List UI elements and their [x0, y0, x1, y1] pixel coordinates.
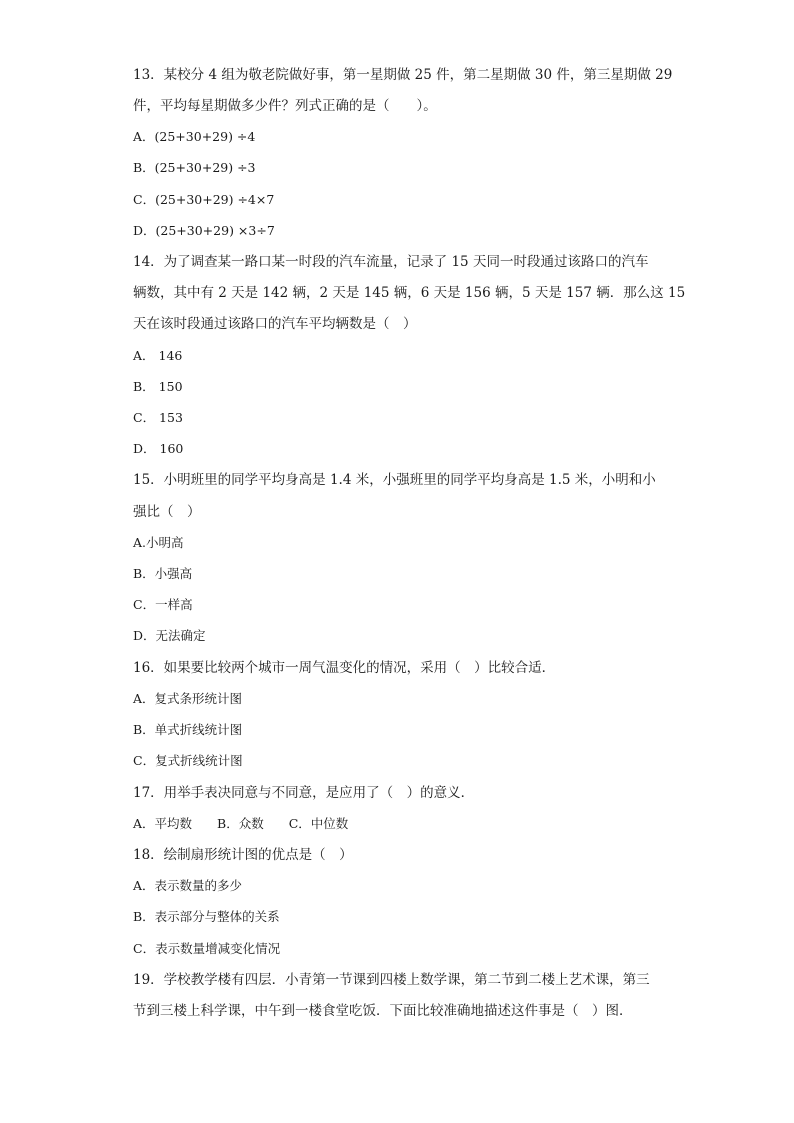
question-17-line-1: 17．用举手表决同意与不同意，是应用了（ ）的意义． — [133, 785, 475, 801]
question-16-option-b: B．单式折线统计图 — [133, 722, 243, 737]
question-13-line-2: 件，平均每星期做多少件？列式正确的是（ ）。 — [133, 98, 437, 114]
question-13-option-c: C．(25+30+29) ÷4×7 — [133, 192, 275, 207]
question-18-option-a: A．表示数量的多少 — [133, 878, 243, 893]
question-14-option-d: D． 160 — [133, 441, 184, 456]
question-15-line-2: 强比（ ） — [133, 504, 201, 520]
question-16-line-1: 16．如果要比较两个城市一周气温变化的情况，采用（ ）比较合适． — [133, 660, 556, 676]
question-14-option-c: C． 153 — [133, 410, 183, 425]
question-16-option-a: A．复式条形统计图 — [133, 691, 243, 706]
question-15-option-c: C．一样高 — [133, 597, 193, 612]
question-13-option-a: A．(25+30+29) ÷4 — [133, 129, 256, 144]
question-15-option-b: B．小强高 — [133, 566, 193, 581]
question-13-line-1: 13．某校分 4 组为敬老院做好事，第一星期做 25 件，第二星期做 30 件，第三星期做 29 — [133, 67, 673, 83]
question-18-line-1: 18．绘制扇形统计图的优点是（ ） — [133, 847, 353, 863]
question-19-line-2: 节到三楼上科学课，中午到一楼食堂吃饭．下面比较准确地描述这件事是（ ）图． — [133, 1003, 633, 1019]
question-15-line-1: 15．小明班里的同学平均身高是 1.4 米，小强班里的同学平均身高是 1.5 米，小明和小 — [133, 472, 656, 488]
question-17-options: A．平均数 B．众数 C．中位数 — [133, 816, 349, 831]
question-19-line-1: 19．学校教学楼有四层．小青第一节课到四楼上数学课，第二节到二楼上艺术课，第三 — [133, 972, 650, 988]
question-16-option-c: C．复式折线统计图 — [133, 753, 243, 768]
question-15-option-a: A.小明高 — [133, 535, 184, 550]
question-14-option-b: B． 150 — [133, 379, 183, 394]
question-13-option-d: D．(25+30+29) ×3÷7 — [133, 223, 275, 238]
question-14-option-a: A． 146 — [133, 348, 183, 363]
question-13-option-b: B．(25+30+29) ÷3 — [133, 160, 256, 175]
question-15-option-d: D．无法确定 — [133, 628, 206, 643]
question-14-line-3: 天在该时段通过该路口的汽车平均辆数是（ ） — [133, 316, 417, 332]
question-14-line-1: 14．为了调查某一路口某一时段的汽车流量，记录了 15 天同一时段通过该路口的汽车 — [133, 254, 649, 270]
question-18-option-c: C．表示数量增减变化情况 — [133, 941, 281, 956]
question-14-line-2: 辆数，其中有 2 天是 142 辆，2 天是 145 辆，6 天是 156 辆，5 天是 157 辆．那么这 15 — [133, 285, 686, 301]
question-18-option-b: B．表示部分与整体的关系 — [133, 909, 280, 924]
